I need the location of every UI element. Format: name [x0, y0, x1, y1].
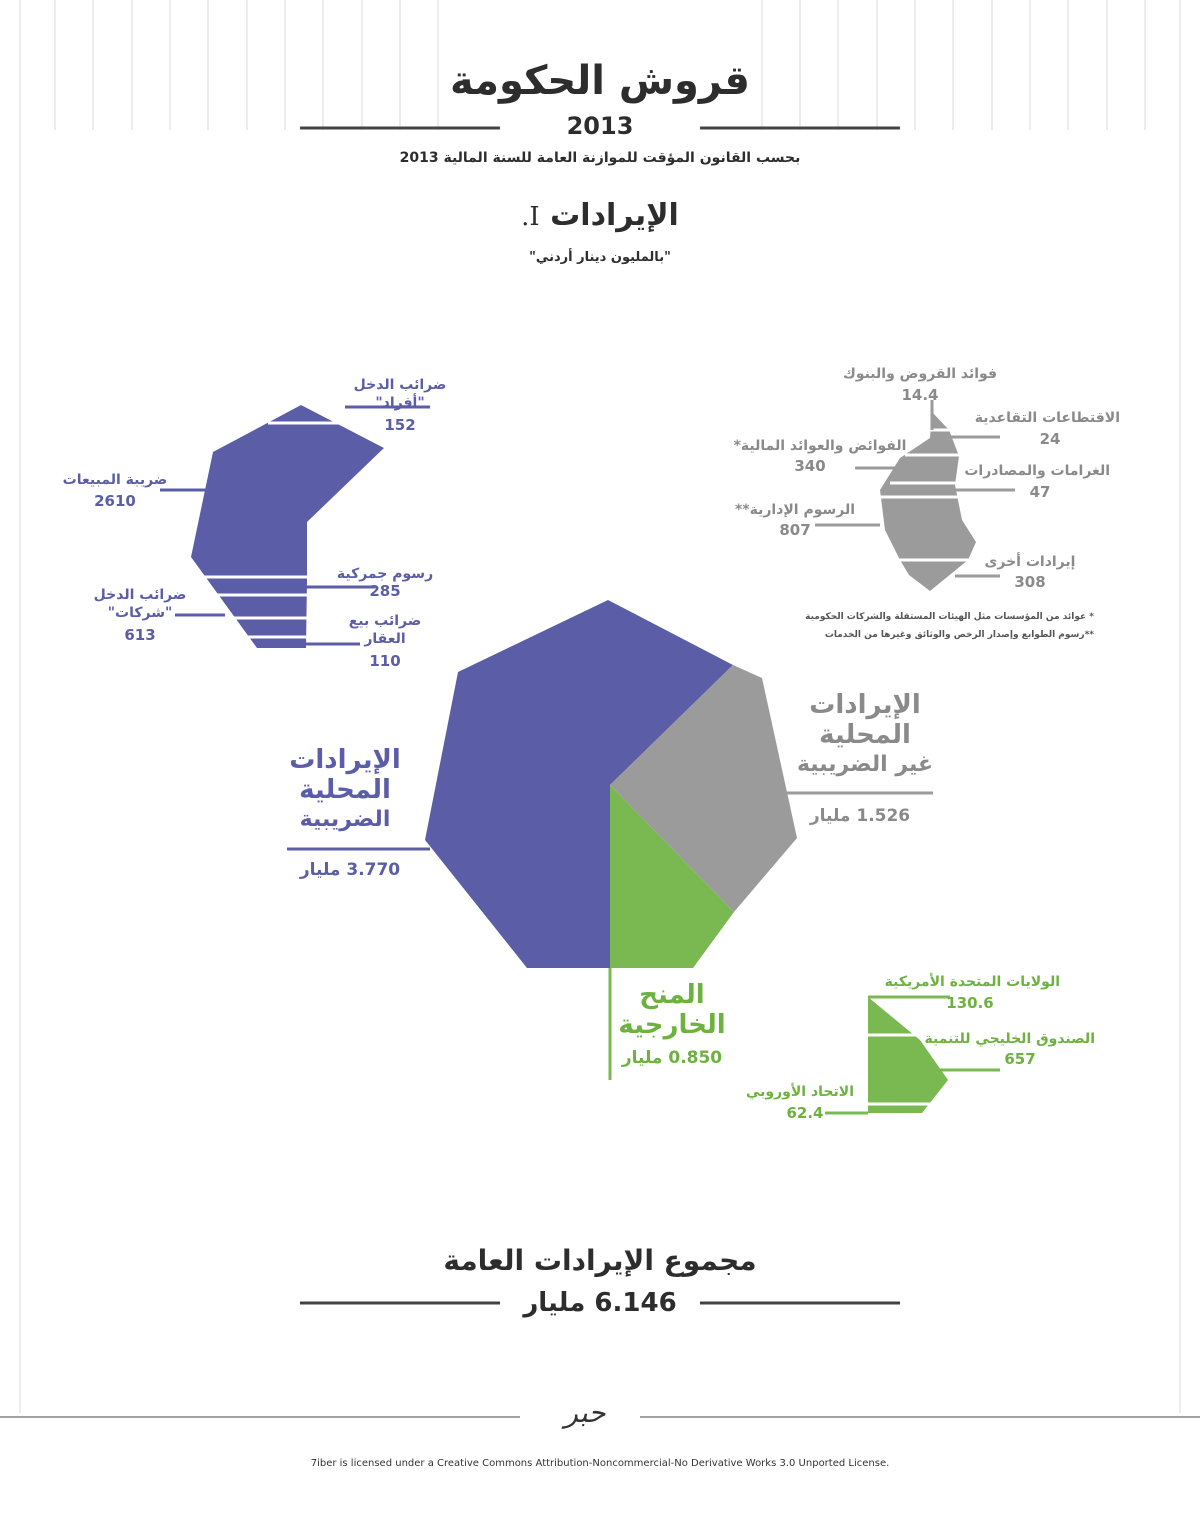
pie-label-line: المنح [639, 980, 705, 1010]
tax-label-line: العقار [364, 631, 406, 647]
tax-value-sales: 2610 [94, 492, 136, 510]
nontax-value-fines: 47 [1029, 483, 1051, 501]
pie-label-line: الإيرادات [809, 690, 921, 720]
footnote-1: * عوائد من المؤسسات مثل الهيئات المستقلة والشركات الحكومية [805, 612, 1094, 622]
grants-label-eu: الاتحاد الأوروبي [746, 1084, 854, 1100]
grants-value-usa: 130.6 [946, 994, 994, 1012]
nontax-value-loan-interest: 14.4 [901, 386, 939, 404]
grants-label-usa: الولايات المتحدة الأمريكية [884, 974, 1060, 990]
nontax-label-admin-fees: الرسوم الإدارية** [734, 502, 856, 518]
pie-label-line: المحلية [819, 720, 911, 750]
tax-value-real-estate: 110 [369, 652, 401, 670]
footnote-2: **رسوم الطوابع وإصدار الرخص والوثائق وغيرها من الخدمات [824, 630, 1094, 640]
pie-label-line: غير الضريبية [796, 752, 934, 777]
tax-value-income-companies: 613 [124, 626, 156, 644]
nontax-value-surpluses: 340 [794, 457, 826, 475]
license-text: 7iber is licensed under a Creative Commons Attribution-Noncommercial-No Derivative Works 3.0 Unported License. [310, 1458, 890, 1469]
nontax-value-pension: 24 [1039, 430, 1061, 448]
grants-value-eu: 62.4 [786, 1104, 824, 1122]
tax-label-customs: رسوم جمركية [336, 566, 434, 582]
pie-value-grants: 0.850 مليار [621, 1048, 723, 1068]
page-title: قروش الحكومة [450, 58, 750, 104]
tax-label-line: "شركات" [107, 605, 173, 621]
tax-label-line: ضرائب الدخل [93, 587, 187, 603]
grants-value-gulf: 657 [1004, 1050, 1036, 1068]
page-year: 2013 [566, 112, 634, 140]
grants-label-gulf: الصندوق الخليجي للتنمية [924, 1031, 1095, 1047]
pie-label-line: الضريبية [299, 807, 391, 832]
nontax-label-other: إيرادات أخرى [984, 554, 1076, 570]
pie-value-tax: 3.770 مليار [299, 860, 401, 880]
nontax-label-loan-interest: فوائد القروض والبنوك [842, 366, 997, 382]
page-subtitle: بحسب القانون المؤقت للموازنة العامة للسنة المالية 2013 [399, 150, 801, 166]
nontax-value-admin-fees: 807 [779, 521, 811, 539]
unit-label: "بالمليون دينار أردني" [529, 250, 671, 265]
pie-label-grants [612, 980, 732, 1040]
pie-label-line: الخارجية [618, 1010, 726, 1040]
nontax-label-surpluses: الفوائض والعوائد المالية* [733, 438, 907, 454]
pie-label-line: المحلية [299, 775, 391, 805]
section-title-text: الإيرادات [550, 198, 679, 233]
tax-label-line: "أفراد" [375, 395, 425, 411]
tax-label-line: ضرائب الدخل [353, 377, 447, 393]
nontax-label-fines: الغرامات والمصادرات [964, 463, 1110, 479]
pie-label-tax [280, 745, 410, 835]
tax-label-line: ضرائب بيع [348, 613, 422, 629]
tax-value-customs: 285 [369, 582, 401, 600]
pie-label-line: الإيرادات [289, 745, 401, 775]
section-number: I. [521, 202, 540, 232]
total-title: مجموع الإيرادات العامة [443, 1244, 757, 1277]
footer-logo: حبر [564, 1396, 606, 1429]
tax-label-sales: ضريبة المبيعات [62, 472, 168, 488]
nontax-label-pension: الاقتطاعات التقاعدية [974, 410, 1120, 426]
pie-label-nontax [795, 690, 935, 780]
total-value: 6.146 مليار [523, 1288, 677, 1318]
nontax-value-other: 308 [1014, 573, 1046, 591]
tax-value-income-individuals: 152 [384, 416, 416, 434]
pie-value-nontax: 1.526 مليار [809, 806, 911, 826]
